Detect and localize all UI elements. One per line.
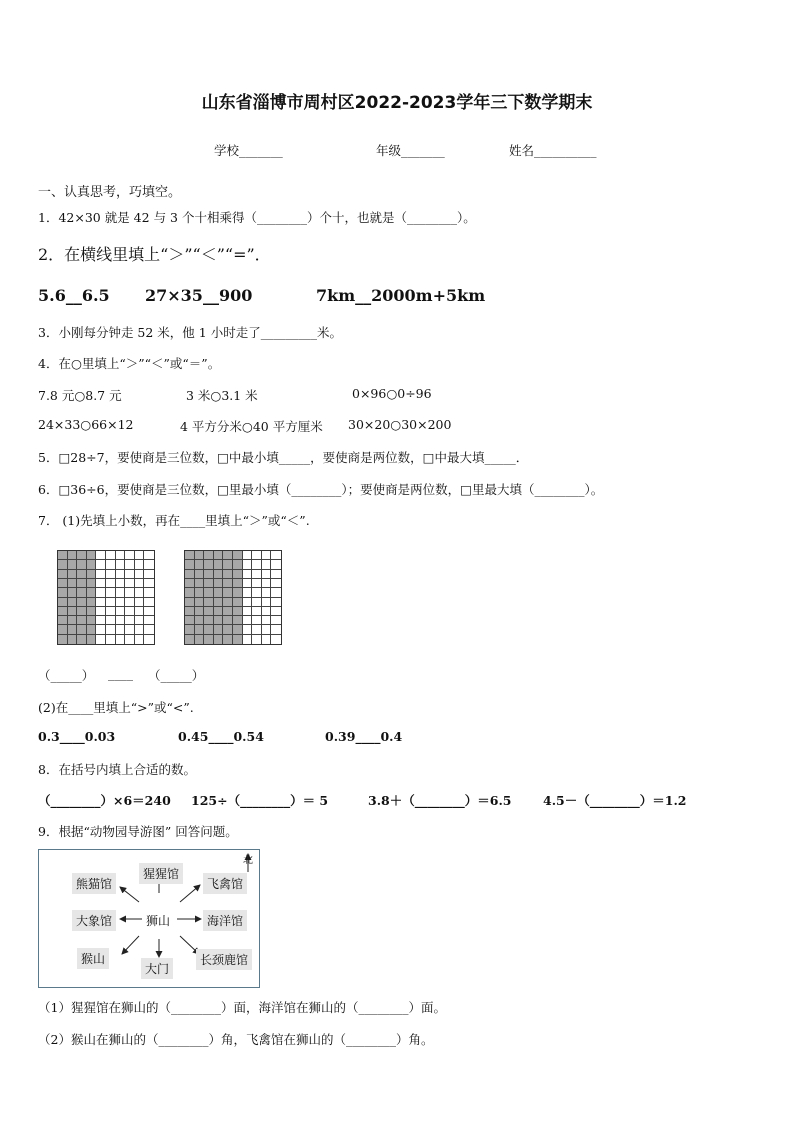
- grid-cell: [116, 625, 126, 634]
- grid-cell: [96, 598, 106, 607]
- grid-cell: [125, 551, 135, 560]
- grid-cell: [144, 570, 154, 579]
- grid-cell: [243, 579, 253, 588]
- grid-cell: [223, 551, 233, 560]
- grid-cell: [96, 635, 106, 644]
- grid-cell: [262, 579, 272, 588]
- grid-cell: [58, 588, 68, 597]
- grid-cell: [214, 616, 224, 625]
- grid-cell: [116, 598, 126, 607]
- grid-cell: [195, 598, 205, 607]
- question-8: 8．在括号内填上合适的数。: [38, 762, 196, 777]
- grid-cell: [252, 560, 262, 569]
- grid-cell: [233, 560, 243, 569]
- grid-cell: [185, 598, 195, 607]
- place-ocean: 海洋馆: [203, 910, 247, 931]
- grid-cell: [77, 560, 87, 569]
- grid-cell: [271, 570, 281, 579]
- grid-cell: [223, 588, 233, 597]
- place-panda: 熊猫馆: [72, 873, 116, 894]
- place-gate: 大门: [141, 958, 173, 979]
- grid-cell: [214, 635, 224, 644]
- grid-cell: [195, 588, 205, 597]
- grid-cell: [204, 579, 214, 588]
- grid-cell: [233, 551, 243, 560]
- grid-cell: [106, 635, 116, 644]
- grid-cell: [214, 551, 224, 560]
- grid-cell: [68, 570, 78, 579]
- grid-cell: [144, 588, 154, 597]
- grid-cell: [233, 625, 243, 634]
- grid-cell: [185, 635, 195, 644]
- grid-cell: [135, 570, 145, 579]
- page-title: 山东省淄博市周村区2022-2023学年三下数学期末: [201, 93, 593, 113]
- section-heading: 一、认真思考，巧填空。: [38, 185, 182, 200]
- grid-cell: [214, 579, 224, 588]
- grid-cell: [185, 579, 195, 588]
- grid-cell: [214, 560, 224, 569]
- grid-cell: [223, 598, 233, 607]
- grid-cell: [125, 588, 135, 597]
- grid-cell: [262, 588, 272, 597]
- grid-cell: [204, 598, 214, 607]
- q7-2-item-2: 0.45____0.54: [178, 729, 264, 744]
- grid-cell: [223, 635, 233, 644]
- question-9: 9．根据“动物园导游图” 回答问题。: [38, 824, 238, 839]
- grid-cell: [252, 625, 262, 634]
- grid-cell: [68, 625, 78, 634]
- grid-cell: [195, 579, 205, 588]
- grid-cell: [243, 616, 253, 625]
- grid-cell: [125, 616, 135, 625]
- grid-cell: [135, 579, 145, 588]
- grid-cell: [125, 635, 135, 644]
- grid-cell: [96, 625, 106, 634]
- name-field: 姓名__________: [509, 143, 597, 158]
- grid-cell: [135, 616, 145, 625]
- grid-cell: [96, 607, 106, 616]
- grid-cell: [262, 607, 272, 616]
- arrow-southwest: [122, 936, 139, 954]
- grid-cell: [243, 551, 253, 560]
- grid-cell: [204, 570, 214, 579]
- q2-item-2: 27×35__900: [145, 286, 253, 305]
- grid-cell: [262, 635, 272, 644]
- grid-cell: [195, 616, 205, 625]
- question-6: 6．□36÷6，要使商是三位数，□里最小填（________）；要使商是两位数，□里最大填（________）。: [38, 482, 604, 497]
- grid-cell: [106, 607, 116, 616]
- grid-cell: [144, 560, 154, 569]
- grid-cell: [125, 570, 135, 579]
- question-9-2: （2）猴山在狮山的（________）角，飞禽馆在狮山的（________）角。: [38, 1032, 434, 1047]
- hundred-grid-left: [57, 550, 155, 645]
- grid-cell: [243, 570, 253, 579]
- grid-cell: [68, 616, 78, 625]
- grid-cell: [252, 588, 262, 597]
- grid-cell: [252, 635, 262, 644]
- grid-cell: [223, 560, 233, 569]
- grid-cell: [185, 625, 195, 634]
- question-9-1: （1）猩猩馆在狮山的（________）面，海洋馆在狮山的（________）面。: [38, 1000, 446, 1015]
- q4-item-6: 30×20○30×200: [348, 417, 452, 432]
- grid-cell: [233, 588, 243, 597]
- question-2: 2．在横线里填上“＞”“＜”“=”．: [38, 245, 271, 264]
- place-elephant: 大象馆: [72, 910, 116, 931]
- hundred-grid-right: [184, 550, 282, 645]
- grid-cell: [262, 598, 272, 607]
- grid-cell: [271, 616, 281, 625]
- grid-cell: [68, 598, 78, 607]
- grid-cell: [116, 551, 126, 560]
- grid-cell: [144, 551, 154, 560]
- grid-cell: [223, 625, 233, 634]
- grid-cell: [106, 598, 116, 607]
- grid-cell: [135, 588, 145, 597]
- grid-cell: [185, 607, 195, 616]
- grid-cell: [77, 607, 87, 616]
- grid-cell: [116, 570, 126, 579]
- grid-cell: [106, 551, 116, 560]
- grid-cell: [106, 616, 116, 625]
- grid-cell: [271, 560, 281, 569]
- grid-cell: [87, 598, 97, 607]
- place-monkey: 猴山: [77, 948, 109, 969]
- grid-cell: [116, 588, 126, 597]
- grid-cell: [204, 625, 214, 634]
- grid-cell: [271, 551, 281, 560]
- question-3: 3．小刚每分钟走 52 米，他 1 小时走了_________米。: [38, 325, 342, 340]
- grid-cell: [271, 598, 281, 607]
- grid-cell: [125, 607, 135, 616]
- grid-cell: [223, 607, 233, 616]
- grid-cell: [233, 570, 243, 579]
- grid-cell: [144, 579, 154, 588]
- grid-cell: [204, 607, 214, 616]
- grid-cell: [185, 551, 195, 560]
- grid-cell: [116, 560, 126, 569]
- grid-cell: [96, 588, 106, 597]
- grid-cell: [135, 598, 145, 607]
- grid-cell: [204, 635, 214, 644]
- grid-cell: [135, 551, 145, 560]
- grid-cell: [195, 551, 205, 560]
- grid-cell: [96, 570, 106, 579]
- grid-cell: [252, 598, 262, 607]
- grid-cell: [233, 616, 243, 625]
- grid-cell: [262, 625, 272, 634]
- grid-cell: [58, 598, 68, 607]
- q8-item-1: （________）×6＝240: [38, 793, 171, 808]
- grid-cell: [87, 607, 97, 616]
- grid-cell: [116, 616, 126, 625]
- grid-cell: [135, 635, 145, 644]
- grid-cell: [204, 560, 214, 569]
- grid-cell: [144, 616, 154, 625]
- grid-cell: [185, 570, 195, 579]
- q4-item-5: 4 平方分米○40 平方厘米: [180, 419, 323, 434]
- grid-cell: [195, 570, 205, 579]
- grid-cell: [96, 579, 106, 588]
- grid-cell: [68, 588, 78, 597]
- grid-cell: [204, 551, 214, 560]
- grid-cell: [68, 551, 78, 560]
- grid-cell: [144, 625, 154, 634]
- north-label: 北: [243, 855, 253, 866]
- grid-cell: [243, 607, 253, 616]
- grid-cell: [195, 607, 205, 616]
- grid-cell: [195, 625, 205, 634]
- grid-cell: [252, 616, 262, 625]
- grid-cell: [252, 607, 262, 616]
- grid-cell: [233, 579, 243, 588]
- grid-cell: [214, 598, 224, 607]
- place-center: 狮山: [146, 914, 171, 928]
- grid-cell: [271, 625, 281, 634]
- grid-cell: [58, 625, 68, 634]
- place-aviary: 飞禽馆: [203, 873, 247, 894]
- zoo-map: [38, 849, 260, 988]
- grid-cell: [135, 560, 145, 569]
- grid-cell: [96, 551, 106, 560]
- grid-cell: [252, 570, 262, 579]
- grid-cell: [68, 560, 78, 569]
- grid-cell: [243, 560, 253, 569]
- grid-cell: [243, 598, 253, 607]
- q7-blank-left: （_____）: [38, 668, 95, 683]
- grid-cell: [68, 607, 78, 616]
- grid-cell: [87, 588, 97, 597]
- question-4: 4．在○里填上“＞”“＜”或“＝”。: [38, 356, 221, 371]
- q8-item-4: 4.5－（________）＝1.2: [543, 793, 687, 808]
- grid-cell: [214, 625, 224, 634]
- grid-cell: [195, 560, 205, 569]
- grid-cell: [87, 625, 97, 634]
- grid-cell: [58, 560, 68, 569]
- grid-cell: [58, 635, 68, 644]
- q2-item-3: 7km__2000m+5km: [316, 286, 486, 305]
- grid-cell: [116, 607, 126, 616]
- grid-cell: [106, 588, 116, 597]
- grid-cell: [135, 625, 145, 634]
- grid-cell: [195, 635, 205, 644]
- grid-cell: [87, 560, 97, 569]
- grid-cell: [271, 635, 281, 644]
- grid-cell: [271, 579, 281, 588]
- grid-cell: [116, 579, 126, 588]
- grid-cell: [243, 588, 253, 597]
- grid-cell: [233, 607, 243, 616]
- place-orangutan: 猩猩馆: [139, 863, 183, 884]
- grid-cell: [96, 560, 106, 569]
- grid-cell: [144, 635, 154, 644]
- grid-cell: [125, 579, 135, 588]
- grid-cell: [144, 607, 154, 616]
- grid-cell: [262, 570, 272, 579]
- grid-cell: [271, 607, 281, 616]
- grid-cell: [68, 635, 78, 644]
- grid-cell: [87, 570, 97, 579]
- grid-cell: [223, 570, 233, 579]
- grid-cell: [252, 551, 262, 560]
- grid-cell: [233, 598, 243, 607]
- grid-cell: [252, 579, 262, 588]
- q8-item-2: 125÷（________）＝ 5: [191, 793, 329, 808]
- question-7-2: (2)在____里填上“>”或“<”.: [38, 700, 194, 715]
- grid-cell: [87, 616, 97, 625]
- grid-cell: [58, 551, 68, 560]
- grid-cell: [214, 607, 224, 616]
- grid-cell: [214, 570, 224, 579]
- grid-cell: [77, 570, 87, 579]
- grid-cell: [185, 560, 195, 569]
- q7-blank-right: （_____）: [148, 668, 205, 683]
- grid-cell: [77, 579, 87, 588]
- grid-cell: [204, 616, 214, 625]
- grid-cell: [106, 579, 116, 588]
- grid-cell: [96, 616, 106, 625]
- grid-cell: [58, 616, 68, 625]
- place-giraffe: 长颈鹿馆: [196, 949, 252, 970]
- grade-field: 年级_______: [376, 143, 445, 158]
- grid-cell: [106, 560, 116, 569]
- q8-item-3: 3.8＋（________）＝6.5: [368, 793, 512, 808]
- grid-cell: [106, 625, 116, 634]
- grid-cell: [58, 607, 68, 616]
- q7-2-item-3: 0.39____0.4: [325, 729, 403, 744]
- grid-cell: [68, 579, 78, 588]
- q4-item-4: 24×33○66×12: [38, 417, 134, 432]
- grid-cell: [125, 598, 135, 607]
- q4-item-1: 7.8 元○8.7 元: [38, 388, 122, 403]
- grid-cell: [58, 579, 68, 588]
- grid-cell: [77, 551, 87, 560]
- grid-cell: [185, 616, 195, 625]
- grid-cell: [125, 560, 135, 569]
- school-field: 学校_______: [214, 143, 283, 158]
- grid-cell: [77, 598, 87, 607]
- q4-item-3: 0×96○0÷96: [352, 386, 432, 401]
- q4-item-2: 3 米○3.1 米: [186, 388, 258, 403]
- grid-cell: [77, 625, 87, 634]
- grid-cell: [125, 625, 135, 634]
- grid-cell: [144, 598, 154, 607]
- q7-blank-middle: ____: [108, 666, 133, 681]
- arrow-northeast: [180, 885, 200, 902]
- grid-cell: [106, 570, 116, 579]
- grid-cell: [77, 616, 87, 625]
- grid-cell: [262, 616, 272, 625]
- grid-cell: [204, 588, 214, 597]
- grid-cell: [243, 635, 253, 644]
- grid-cell: [271, 588, 281, 597]
- grid-cell: [116, 635, 126, 644]
- grid-cell: [223, 616, 233, 625]
- grid-cell: [87, 551, 97, 560]
- question-1: 1．42×30 就是 42 与 3 个十相乘得（________）个十，也就是（________）。: [38, 210, 476, 225]
- grid-cell: [223, 579, 233, 588]
- grid-cell: [233, 635, 243, 644]
- q7-2-item-1: 0.3____0.03: [38, 729, 116, 744]
- grid-cell: [214, 588, 224, 597]
- grid-cell: [262, 560, 272, 569]
- grid-cell: [77, 588, 87, 597]
- grid-cell: [243, 625, 253, 634]
- grid-cell: [58, 570, 68, 579]
- grid-cell: [262, 551, 272, 560]
- question-5: 5．□28÷7，要使商是三位数，□中最小填_____，要使商是两位数，□中最大填_____．: [38, 450, 529, 465]
- q2-item-1: 5.6__6.5: [38, 286, 110, 305]
- arrow-northwest: [120, 887, 139, 902]
- grid-cell: [135, 607, 145, 616]
- question-7: 7． (1)先填上小数，再在____里填上“＞”或“＜”.: [38, 513, 310, 528]
- grid-cell: [87, 635, 97, 644]
- grid-cell: [185, 588, 195, 597]
- grid-cell: [87, 579, 97, 588]
- grid-cell: [77, 635, 87, 644]
